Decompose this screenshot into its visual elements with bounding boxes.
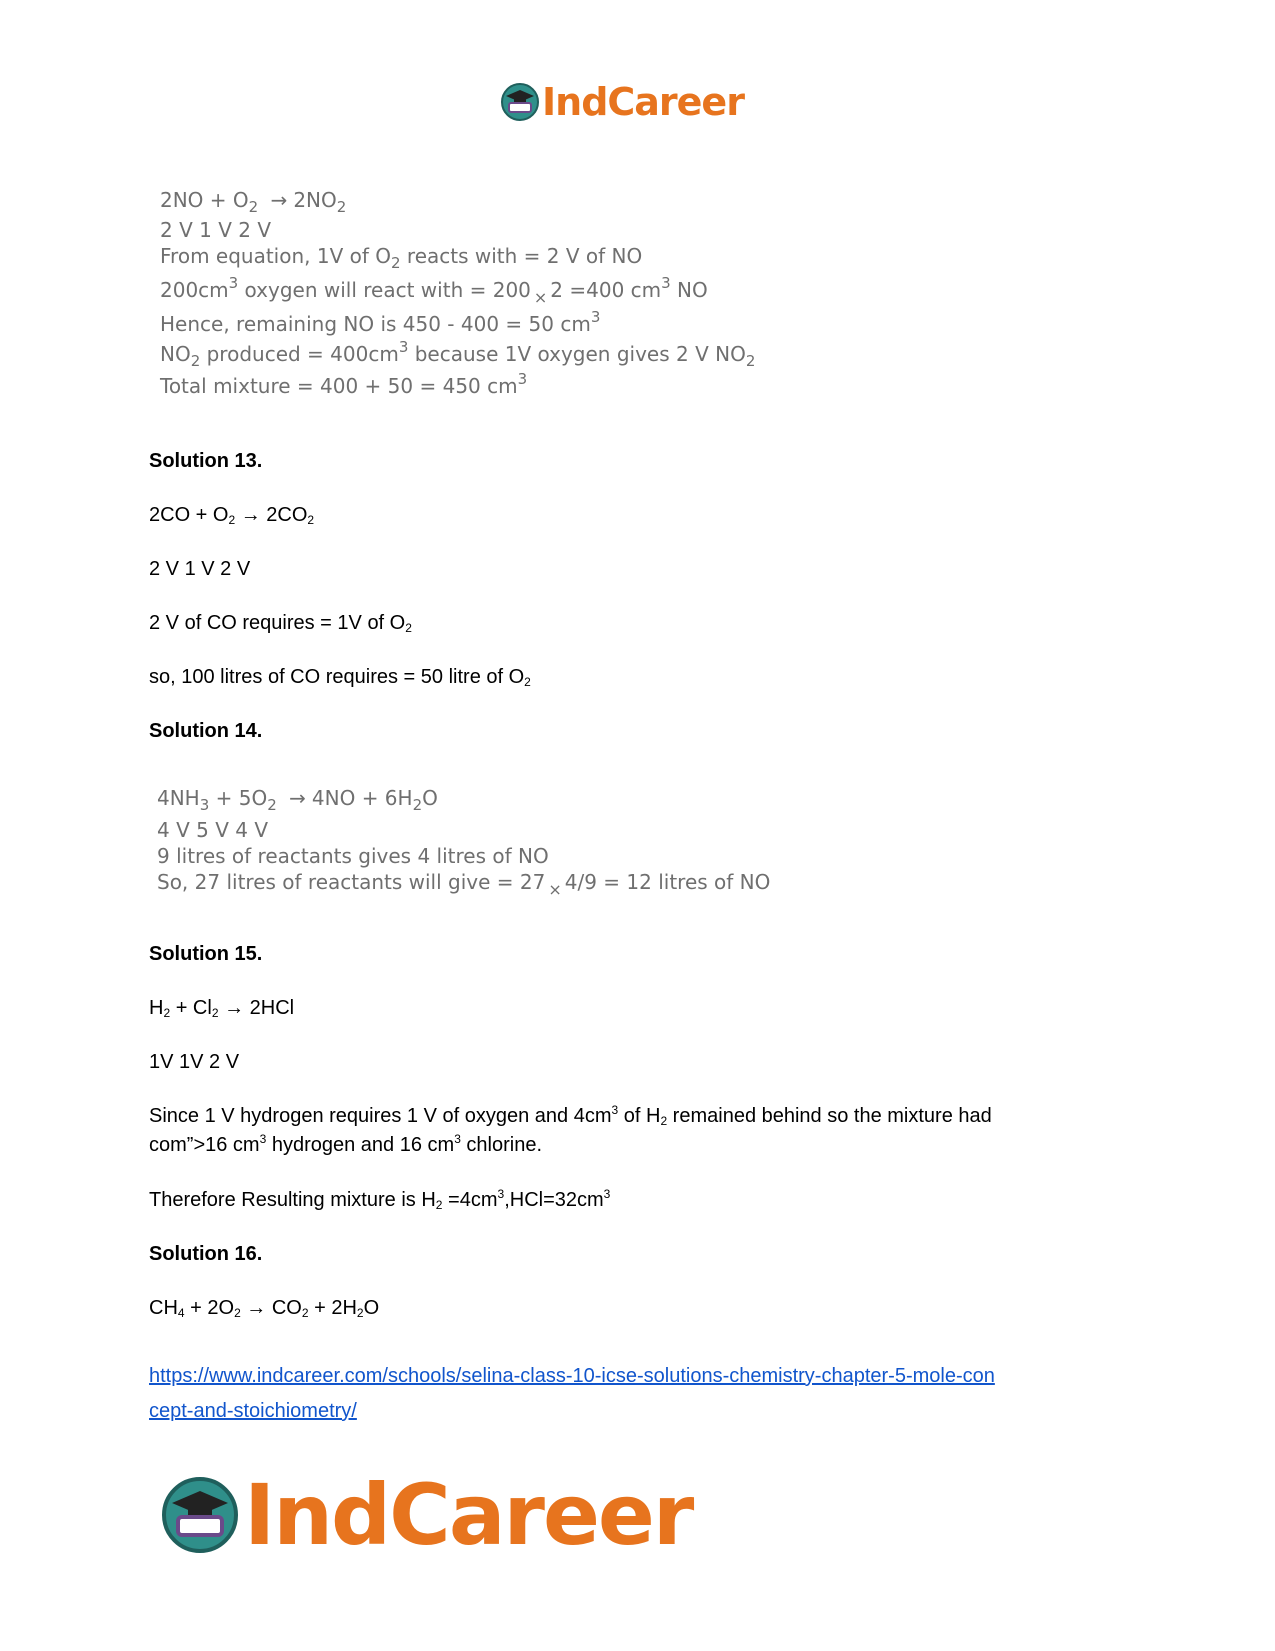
text-line: 2 V of CO requires = 1V of $O_2$ (149, 612, 412, 635)
text-line: So, 27 litres of reactants will give = 27 $_\times$ 4/9 = 12 litres of NO (157, 870, 771, 899)
volume-ratio: 2 V 1 V 2 V (160, 218, 272, 242)
brand-name: IndCareer (542, 80, 744, 124)
brand-name: IndCareer (244, 1466, 693, 1564)
equation-image-2 (157, 786, 771, 899)
text-line: so, 100 litres of CO requires = 50 litre of $O_2$ (149, 666, 531, 689)
solution-heading: Solution 16. (149, 1243, 263, 1265)
text-line: $200cm^3$ oxygen will react with = 200 $_\times$ 2 =400 $cm^3$ NO (160, 274, 708, 307)
equation: $2CO + O_2 \to 2CO_2$ (149, 504, 315, 527)
graduation-cap-book-icon (500, 82, 540, 122)
paragraph-line: com”>16 $cm^3$ hydrogen and 16 $cm^3$ chlorine. (149, 1132, 543, 1156)
text-line: Hence, remaining NO is 450 - 400 = 50 $cm^3$ (160, 308, 601, 336)
result-line: Therefore Resulting mixture is $H_2 =4cm^3,HCl=32cm^3$ (149, 1187, 611, 1212)
solution-heading: Solution 15. (149, 943, 263, 965)
source-link-line-2[interactable]: cept-and-stoichiometry/ (149, 1400, 357, 1422)
header-logo (500, 80, 744, 124)
source-link-line-1[interactable]: https://www.indcareer.com/schools/selina-class-10-icse-solutions-chemistry-chapter-5-mole-con (149, 1365, 995, 1387)
text-line: Total mixture = 400 + 50 = 450 $cm^3$ (160, 370, 528, 398)
graduation-cap-book-icon (160, 1475, 240, 1555)
solution-heading: Solution 13. (149, 450, 263, 472)
equation: $H_2 + Cl_2 \to 2HCl$ (149, 997, 295, 1020)
paragraph-line: Since 1 V hydrogen requires 1 V of oxygen and $4cm^3$ of $H_2$ remained behind so the mixture had (149, 1103, 992, 1128)
volume-ratio: 1V 1V 2 V (149, 1051, 240, 1073)
equation-line: $2NO + O_2 \to 2NO_2$ (160, 188, 347, 216)
equation-image-1 (160, 188, 756, 408)
volume-ratio: 4 V 5 V 4 V (157, 818, 269, 842)
equation: $CH_4 + 2O_2 \to CO_2 + 2H_2O$ (149, 1297, 380, 1320)
text-line: From equation, 1V of $O_2$ reacts with = 2 V of NO (160, 244, 643, 272)
text-line: $NO_2$ produced = $400cm^3$ because 1V oxygen gives 2 V $NO_2$ (160, 338, 756, 370)
footer-logo (160, 1466, 692, 1564)
equation-line: $4NH_3 + 5O_2 \to 4NO + 6H_2O$ (157, 786, 438, 814)
text-line: 9 litres of reactants gives 4 litres of NO (157, 844, 549, 868)
solution-heading: Solution 14. (149, 720, 263, 742)
volume-ratio: 2 V 1 V 2 V (149, 558, 251, 580)
